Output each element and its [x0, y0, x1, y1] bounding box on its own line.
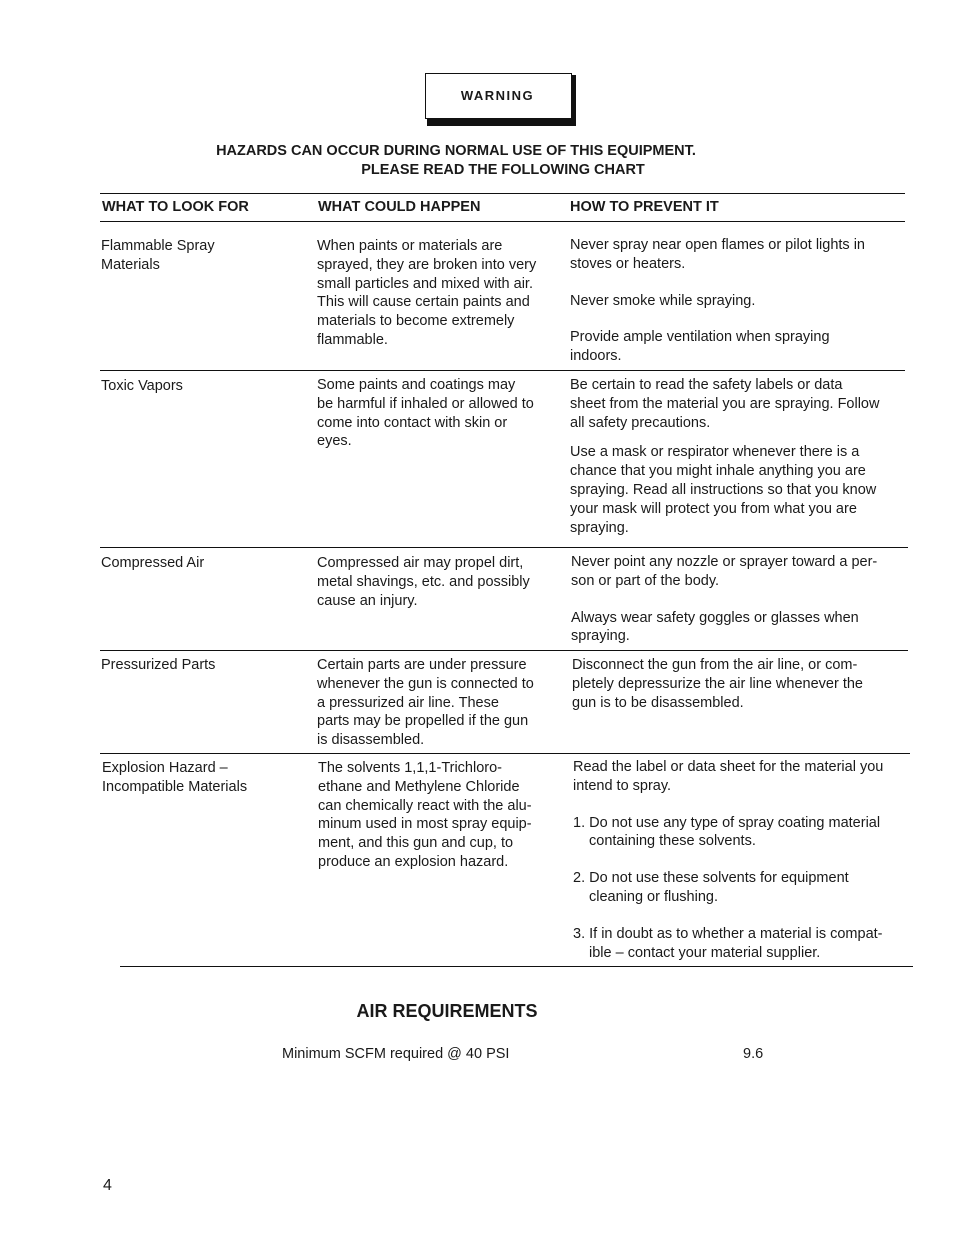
effect-line: is disassembled.: [317, 732, 425, 749]
column-header-what-could-happen: WHAT COULD HAPPEN: [318, 199, 481, 215]
effect-line: This will cause certain paints and: [317, 294, 530, 311]
table-row-3-hazard: [101, 554, 301, 573]
effect-line: sprayed, they are broken into very: [317, 256, 537, 273]
effect-line: small particles and mixed with air.: [317, 275, 533, 292]
table-top-rule: [100, 193, 905, 194]
table-row-4-effect: [317, 656, 547, 750]
prevention-line: chance that you might inhale anything you are: [570, 463, 866, 480]
effect-line: When paints or materials are: [317, 238, 503, 254]
air-requirement-value: 9.6: [743, 1046, 764, 1062]
effect-line: a pressurized air line. These: [317, 694, 499, 711]
prevention-line: sheet from the material you are spraying. Follow: [570, 395, 880, 412]
hazard-line: Toxic Vapors: [101, 378, 183, 394]
prevention-line: Disconnect the gun from the air line, or com-: [572, 657, 858, 673]
hazard-line: Pressurized Parts: [101, 657, 216, 673]
headline-line-2: PLEASE READ THE FOLLOWING CHART: [361, 162, 645, 178]
table-row-5-prevention: [573, 758, 903, 962]
effect-line: whenever the gun is connected to: [317, 675, 534, 692]
air-requirement-label: Minimum SCFM required @ 40 PSI: [282, 1046, 510, 1062]
table-row-1-hazard: [101, 237, 301, 275]
hazard-line: Compressed Air: [101, 555, 205, 571]
table-row-4-hazard: [101, 656, 301, 675]
effect-line: minum used in most spray equip-: [318, 816, 532, 833]
prevention-line: Never smoke while spraying.: [570, 292, 756, 309]
prevention-line: all safety precautions.: [570, 414, 711, 431]
effect-line: Some paints and coatings may: [317, 377, 516, 393]
warning-label: WARNING: [460, 87, 535, 103]
prevention-line: ible – contact your material supplier.: [589, 944, 821, 961]
warning-box: [425, 73, 576, 126]
effect-line: can chemically react with the alu-: [318, 797, 532, 814]
prevention-line: gun is to be disassembled.: [572, 694, 744, 711]
effect-line: ment, and this gun and cup, to: [318, 835, 514, 852]
effect-line: come into contact with skin or: [317, 414, 508, 431]
page-number: 4: [103, 1177, 112, 1194]
table-row-5-effect: [318, 759, 548, 872]
table-row-5-hazard: [102, 759, 302, 797]
effect-line: cause an injury.: [317, 592, 418, 609]
effect-line: be harmful if inhaled or allowed to: [317, 395, 534, 412]
hazard-line: Flammable Spray: [101, 238, 215, 254]
warning-box-shadow-bottom: [427, 119, 576, 126]
prevention-line: spraying.: [571, 628, 630, 645]
table-row-3-effect: [317, 554, 547, 610]
effect-line: materials to become extremely: [317, 313, 515, 330]
prevention-line: Provide ample ventilation when spraying: [570, 329, 830, 346]
effect-line: The solvents 1,1,1-Trichloro-: [318, 760, 503, 776]
prevention-line: Always wear safety goggles or glasses when: [571, 609, 859, 626]
prevention-line: Use a mask or respirator whenever there is a: [570, 444, 860, 461]
table-header-rule: [100, 221, 905, 222]
row-divider: [100, 370, 905, 371]
prevention-line: Be certain to read the safety labels or data: [570, 377, 843, 393]
table-row-2-effect: [317, 376, 547, 451]
effect-line: Certain parts are under pressure: [317, 657, 527, 673]
table-row-2-hazard: [101, 377, 301, 396]
effect-line: ethane and Methylene Chloride: [318, 778, 520, 795]
prevention-line: indoors.: [570, 348, 622, 365]
prevention-line: 3. If in doubt as to whether a material is compat-: [573, 925, 883, 942]
table-row-3-prevention: [571, 553, 901, 646]
effect-line: Compressed air may propel dirt,: [317, 555, 524, 571]
prevention-line: 1. Do not use any type of spray coating material: [573, 814, 881, 831]
prevention-line: Read the label or data sheet for the material you: [573, 759, 884, 775]
prevention-line: son or part of the body.: [571, 572, 720, 589]
headline-line-1: HAZARDS CAN OCCUR DURING NORMAL USE OF THIS EQUIPMENT.: [216, 143, 696, 159]
hazard-line: Materials: [101, 256, 160, 273]
effect-line: metal shavings, etc. and possibly: [317, 573, 530, 590]
prevention-line: Never spray near open flames or pilot lights in: [570, 237, 865, 253]
effect-line: produce an explosion hazard.: [318, 853, 509, 870]
effect-line: parts may be propelled if the gun: [317, 713, 529, 730]
prevention-line: intend to spray.: [573, 777, 672, 794]
table-row-2-prevention: [570, 376, 900, 537]
prevention-line: cleaning or flushing.: [589, 888, 718, 905]
table-bottom-rule: [120, 966, 913, 967]
row-divider: [100, 753, 910, 754]
prevention-line: stoves or heaters.: [570, 255, 686, 272]
prevention-line: 2. Do not use these solvents for equipment: [573, 870, 849, 887]
effect-line: flammable.: [317, 331, 388, 348]
prevention-line: spraying. Read all instructions so that you know: [570, 481, 877, 498]
hazard-line: Incompatible Materials: [102, 778, 248, 795]
table-row-1-prevention: [570, 236, 900, 366]
prevention-line: Never point any nozzle or sprayer toward a per-: [571, 554, 878, 570]
table-row-1-effect: [317, 237, 547, 350]
hazard-line: Explosion Hazard –: [102, 760, 228, 776]
row-divider: [100, 547, 908, 548]
prevention-line: containing these solvents.: [589, 833, 756, 850]
prevention-line: spraying.: [570, 519, 629, 536]
table-row-4-prevention: [572, 656, 902, 712]
column-header-how-to-prevent-it: HOW TO PREVENT IT: [570, 199, 719, 215]
air-requirements-title: AIR REQUIREMENTS: [356, 1001, 538, 1021]
prevention-line: your mask will protect you from what you are: [570, 500, 857, 517]
row-divider: [100, 650, 908, 651]
prevention-line: pletely depressurize the air line whenever the: [572, 675, 863, 692]
column-header-what-to-look-for: WHAT TO LOOK FOR: [102, 199, 249, 215]
effect-line: eyes.: [317, 433, 352, 450]
